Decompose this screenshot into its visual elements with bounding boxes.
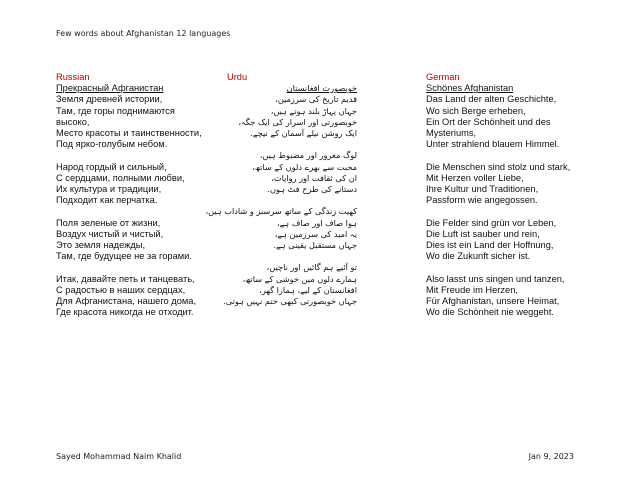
poem-line: Die Felder sind grün vor Leben, xyxy=(426,217,557,228)
poem-line: Das Land der alten Geschichte, xyxy=(426,94,557,105)
poem-line: Их культура и традиции, xyxy=(56,184,162,195)
poem-line: کھیت زندگی کے ساتھ سرسبز و شاداب ہیں، xyxy=(205,206,357,217)
russian-column xyxy=(56,72,226,318)
urdu-column xyxy=(205,72,396,307)
stanza-gap xyxy=(227,195,396,206)
poem-line: Unter strahlend blauem Himmel. xyxy=(426,139,560,150)
poem-line: С сердцами, полными любви, xyxy=(56,172,185,183)
poem-line: Под ярко-голубым небом. xyxy=(56,139,168,150)
poem-line: جہاں پہاڑ بلند ہوتے ہیں، xyxy=(270,105,357,116)
poem-title-german: Schönes Afghanistan xyxy=(426,83,514,94)
poem-line: Воздух чистый и чистый, xyxy=(56,228,164,239)
page-header: Few words about Afghanistan 12 languages xyxy=(56,29,231,38)
poem-line: افغانستان کے لیے، ہمارا گھر، xyxy=(259,284,357,295)
poem-line: Mit Freude im Herzen, xyxy=(426,284,518,295)
poem-line: ہمارے دلوں میں خوشی کے ساتھ، xyxy=(242,273,357,284)
poem-line: Земля древней истории, xyxy=(56,94,163,105)
poem-line: ہوا صاف اور صاف ہے، xyxy=(276,217,357,228)
poem-line: لوگ مغرور اور مضبوط ہیں، xyxy=(259,150,357,161)
poem-line: Mit Herzen voller Liebe, xyxy=(426,172,524,183)
poem-line: دستانے کی طرح فٹ ہوں. xyxy=(267,184,357,195)
poem-line: Место красоты и таинственности, xyxy=(56,128,202,139)
poem-line: Wo sich Berge erheben, xyxy=(426,105,526,116)
poem-line: С радостью в наших сердцах, xyxy=(56,284,186,295)
poem-line: Это земля надежды, xyxy=(56,240,146,251)
stanza-gap xyxy=(56,206,226,217)
poem-line: Ihre Kultur und Traditionen, xyxy=(426,184,539,195)
poem-title-urdu: خوبصورت افغانستان xyxy=(286,83,357,94)
poem-line: Die Luft ist sauber und rein, xyxy=(426,228,540,239)
poem-line: высоко, xyxy=(56,116,90,127)
poem-line: Для Афганистана, нашего дома, xyxy=(56,296,197,307)
poem-line: Die Menschen sind stolz und stark, xyxy=(426,161,571,172)
footer-author: Sayed Mohammad Naim Khalid xyxy=(56,452,182,461)
poem-line: Also lasst uns singen und tanzen, xyxy=(426,273,565,284)
poem-line: قدیم تاریخ کی سرزمین، xyxy=(275,94,357,105)
poem-line: Подходит как перчатка. xyxy=(56,195,158,206)
stanza-gap xyxy=(56,262,226,273)
german-column xyxy=(426,72,616,318)
poem-line: ایک روشن نیلے آسمان کے نیچے. xyxy=(250,128,357,139)
poem-line: خوبصورتی اور اسرار کی ایک جگہ، xyxy=(238,116,357,127)
poem-line: Mysteriums, xyxy=(426,128,477,139)
poem-line: Там, где горы поднимаются xyxy=(56,105,175,116)
poem-line: Народ гордый и сильный, xyxy=(56,161,167,172)
poem-title-russian: Прекрасный Афганистан xyxy=(56,83,164,94)
language-heading-urdu: Urdu xyxy=(227,72,248,82)
stanza-gap xyxy=(227,251,396,262)
stanza-gap xyxy=(56,150,226,161)
poem-line: Für Afghanistan, unsere Heimat, xyxy=(426,296,560,307)
stanza-gap xyxy=(227,139,396,150)
stanza-gap xyxy=(426,150,616,161)
poem-line: جہاں خوبصورتی کبھی ختم نہیں ہوتی. xyxy=(223,296,357,307)
poem-line: Ein Ort der Schönheit und des xyxy=(426,116,551,127)
poem-line: Там, где будущее не за горами. xyxy=(56,251,192,262)
stanza-gap xyxy=(426,206,616,217)
poem-line: Итак, давайте петь и танцевать, xyxy=(56,273,195,284)
poem-line: Passform wie angegossen. xyxy=(426,195,538,206)
poem-line: Wo die Zukunft sicher ist. xyxy=(426,251,531,262)
poem-line: Dies ist ein Land der Hoffnung, xyxy=(426,240,554,251)
stanza-gap xyxy=(426,262,616,273)
poem-line: ان کی ثقافت اور روایات، xyxy=(271,172,357,183)
language-heading-german: German xyxy=(426,72,460,82)
poem-line: یہ امید کی سرزمین ہے، xyxy=(274,228,357,239)
poem-line: تو آئیے ہم گائیں اور ناچیں، xyxy=(266,262,357,273)
footer-date: Jan 9, 2023 xyxy=(528,452,574,461)
poem-line: Где красота никогда не отходит. xyxy=(56,307,194,318)
poem-line: محبت سے بھرے دلوں کے ساتھ، xyxy=(252,161,357,172)
poem-line: جہاں مستقبل یقینی ہے. xyxy=(273,240,357,251)
language-heading-russian: Russian xyxy=(56,72,90,82)
poem-line: Поля зеленые от жизни, xyxy=(56,217,161,228)
poem-line: Wo die Schönheit nie weggeht. xyxy=(426,307,555,318)
